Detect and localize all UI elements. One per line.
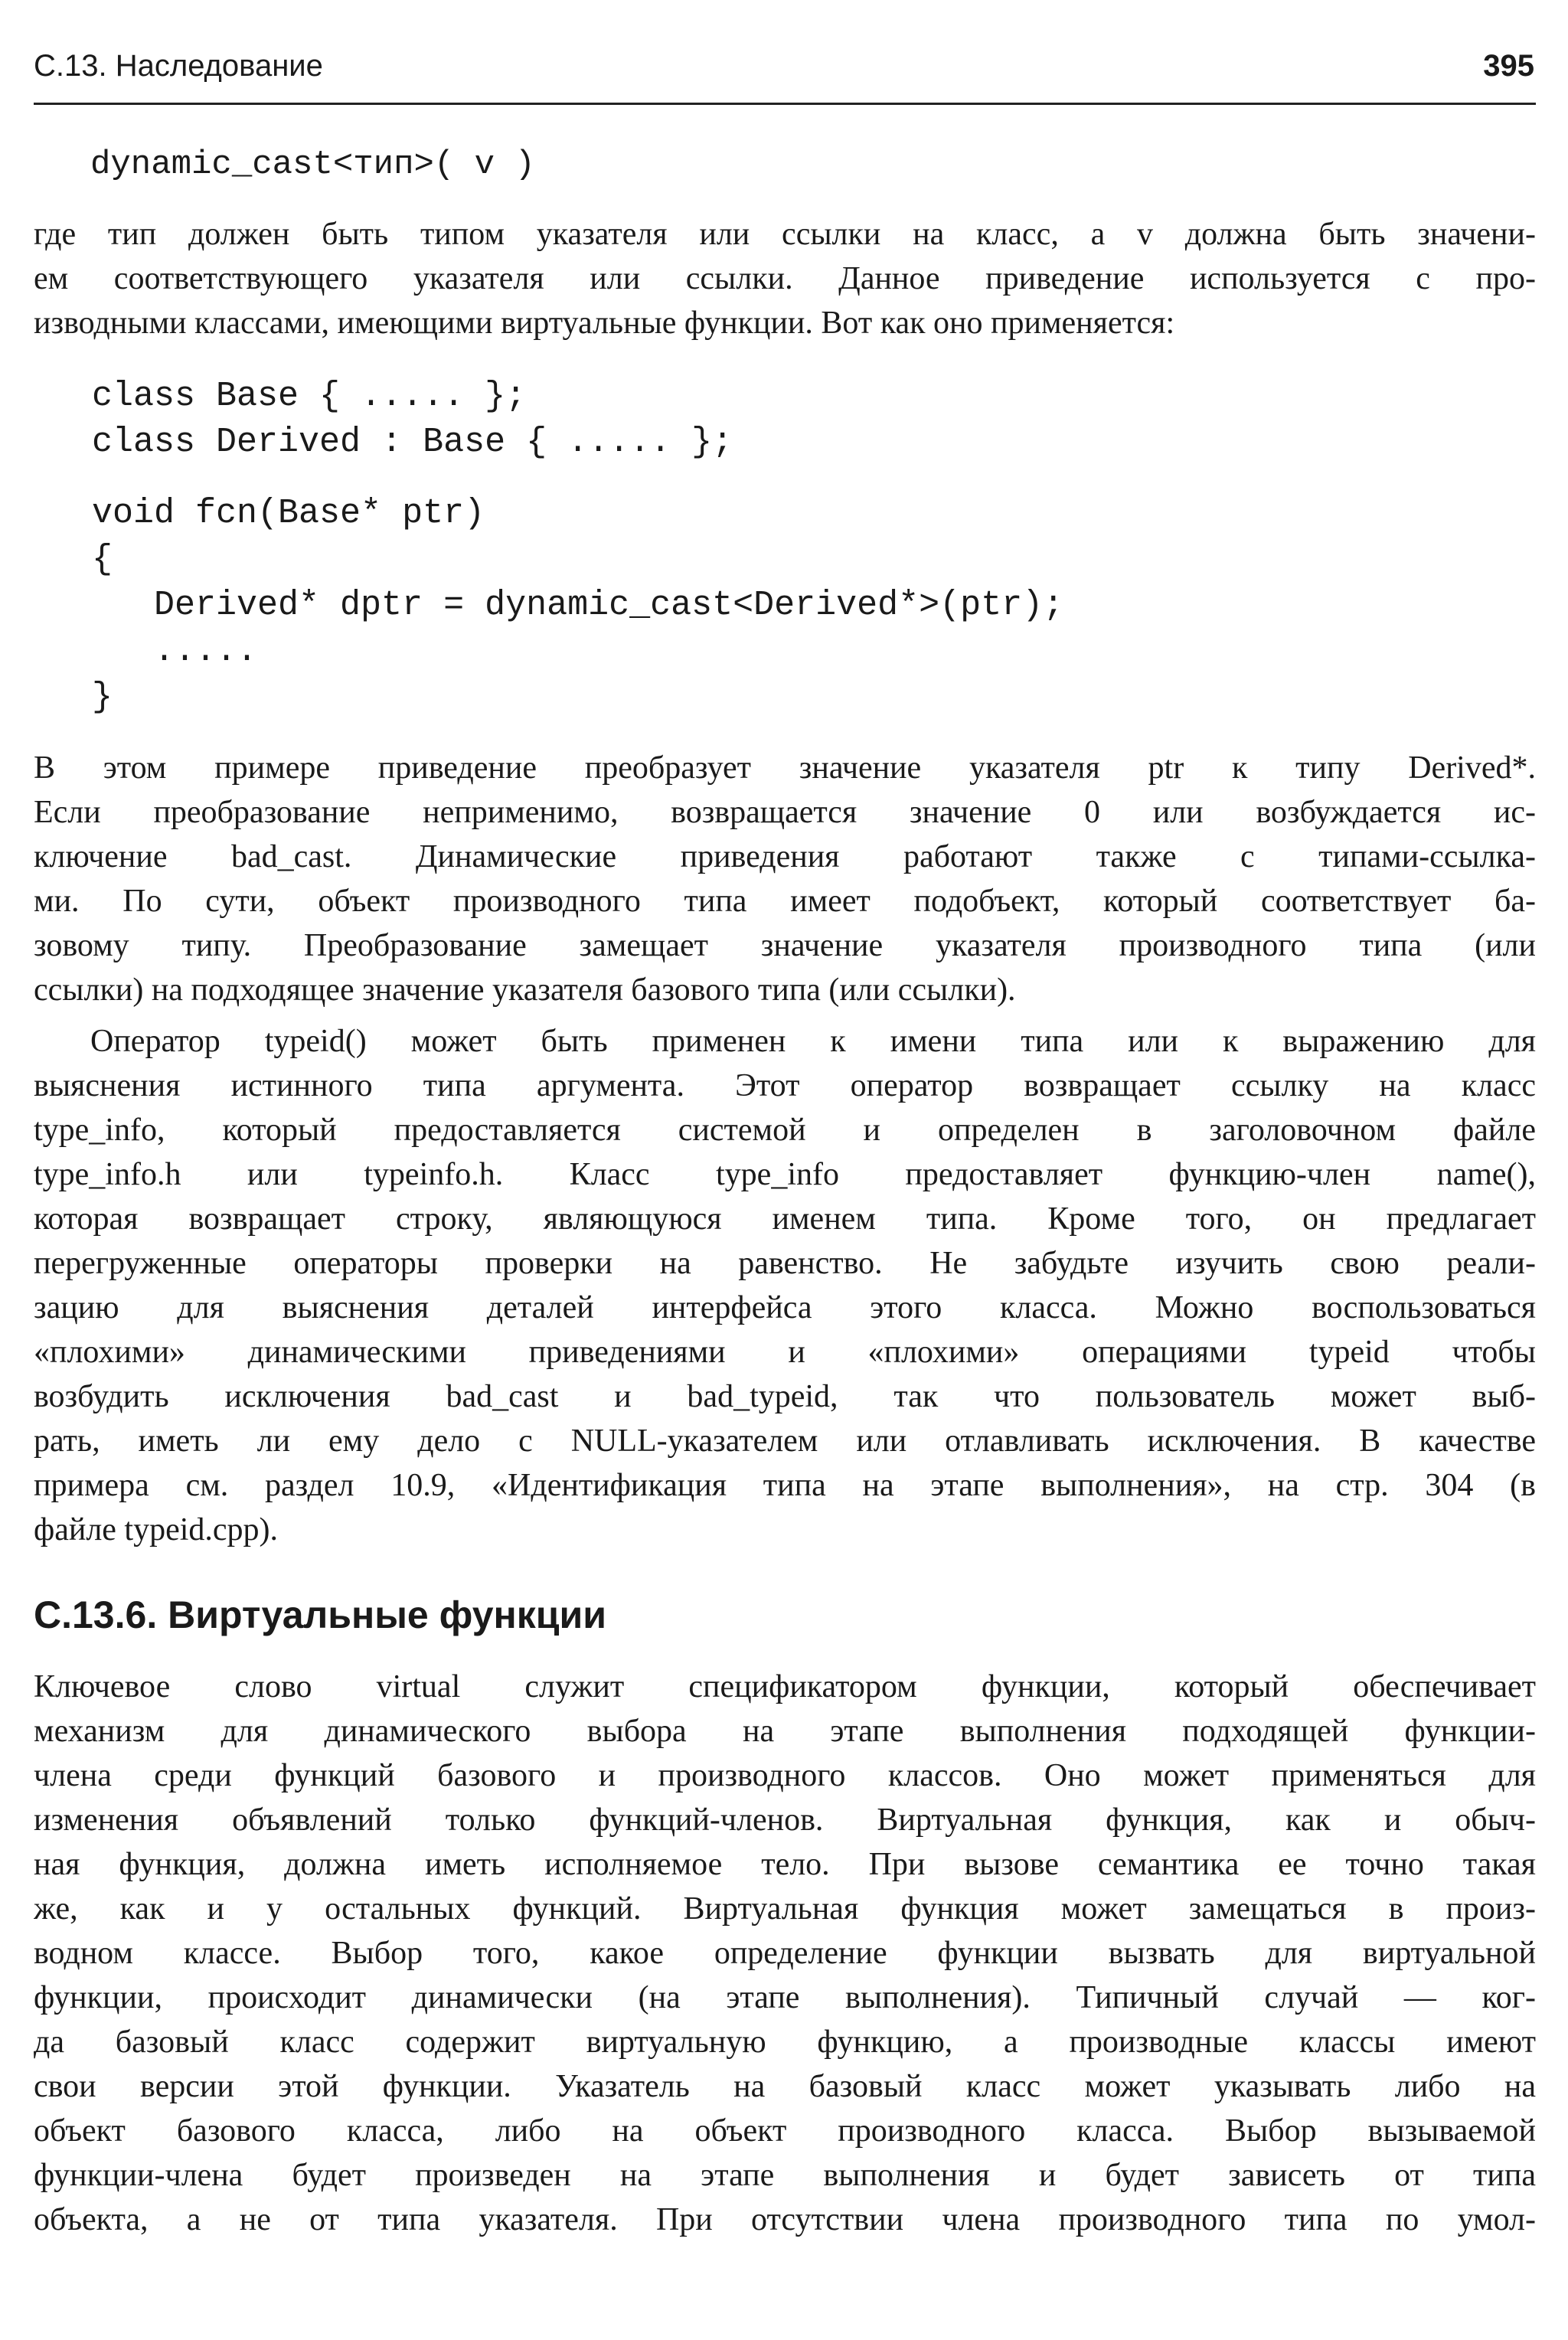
text-line: где тип должен быть типом указателя или ссылки на класс, а v должна быть значени- (34, 217, 1536, 252)
text-line: ная функция, должна иметь исполняемое тело. При вызове семантика ее точно такая (34, 1847, 1536, 1882)
text-line: «плохими» динамическими приведениями и «плохими» операциями typeid чтобы (34, 1335, 1536, 1370)
text-line: которая возвращает строку, являющуюся именем типа. Кроме того, он предлагает (34, 1201, 1536, 1237)
text-line: объект базового класса, либо на объект производного класса. Выбор вызываемой (34, 2113, 1536, 2149)
text-line: файле typeid.cpp). (34, 1512, 279, 1547)
text-line: Ключевое слово virtual служит спецификатором функции, который обеспечивает (34, 1669, 1536, 1704)
text-line: type_info.h или typeinfo.h. Класс type_info предоставляет функцию-член name(), (34, 1157, 1536, 1192)
syntax-line: dynamic_cast<тип>( v ) (90, 145, 535, 184)
text-line: механизм для динамического выбора на этапе выполнения подходящей функции- (34, 1714, 1536, 1749)
text-line: Если преобразование неприменимо, возвращается значение 0 или возбуждается ис- (34, 795, 1536, 830)
code-line: void fcn(Base* ptr) (92, 494, 485, 533)
text-line: члена среди функций базового и производного классов. Оно может применяться для (34, 1758, 1536, 1793)
text-line: Оператор typeid() может быть применен к имени типа или к выражению для (90, 1024, 1536, 1059)
text-line: свои версии этой функции. Указатель на базовый класс может указывать либо на (34, 2069, 1536, 2104)
text-line: возбудить исключения bad_cast и bad_typeid, так что пользователь может выб- (34, 1379, 1536, 1414)
text-line: выяснения истинного типа аргумента. Этот оператор возвращает ссылку на класс (34, 1068, 1536, 1103)
text-line: В этом примере приведение преобразует значение указателя ptr к типу Derived*. (34, 750, 1536, 786)
text-line: объекта, а не от типа указателя. При отсутствии члена производного типа по умол- (34, 2202, 1536, 2237)
text-line: ем соответствующего указателя или ссылки. Данное приведение используется с про- (34, 261, 1536, 296)
code-line: class Derived : Base { ..... }; (92, 423, 733, 462)
text-line: изводными классами, имеющими виртуальные функции. Вот как оно применяется: (34, 306, 1175, 341)
text-line: же, как и у остальных функций. Виртуальная функция может замещаться в произ- (34, 1891, 1536, 1927)
code-line: { (92, 540, 113, 579)
text-line: функции-члена будет произведен на этапе выполнения и будет зависеть от типа (34, 2158, 1536, 2193)
text-line: зацию для выяснения деталей интерфейса этого класса. Можно воспользоваться (34, 1290, 1536, 1325)
text-line: ми. По сути, объект производного типа имеет подобъект, который соответствует ба- (34, 884, 1536, 919)
text-line: да базовый класс содержит виртуальную функцию, а производные классы имеют (34, 2025, 1536, 2060)
text-line: ссылки) на подходящее значение указателя базового типа (или ссылки). (34, 972, 1016, 1008)
text-line: перегруженные операторы проверки на равенство. Не забудьте изучить свою реали- (34, 1246, 1536, 1281)
code-line: class Base { ..... }; (92, 377, 527, 416)
text-line: type_info, который предоставляется системой и определен в заголовочном файле (34, 1113, 1536, 1148)
code-line: } (92, 678, 113, 717)
page-number: 395 (1483, 49, 1534, 83)
section-heading: C.13.6. Виртуальные функции (34, 1593, 606, 1636)
text-line: примера см. раздел 10.9, «Идентификация типа на этапе выполнения», на стр. 304 (в (34, 1468, 1536, 1503)
text-line: зовому типу. Преобразование замещает значение указателя производного типа (или (34, 928, 1536, 963)
text-line: рать, иметь ли ему дело с NULL-указателем или отлавливать исключения. В качестве (34, 1423, 1536, 1459)
text-line: функции, происходит динамически (на этапе выполнения). Типичный случай — ког- (34, 1980, 1536, 2015)
text-line: водном классе. Выбор того, какое определение функции вызвать для виртуальной (34, 1936, 1536, 1971)
code-line: ..... (92, 632, 258, 671)
text-line: ключение bad_cast. Динамические приведения работают также с типами-ссылка- (34, 839, 1536, 874)
text-line: изменения объявлений только функций-членов. Виртуальная функция, как и обыч- (34, 1802, 1536, 1838)
section-title: C.13. Наследование (34, 49, 323, 83)
running-header (34, 47, 1536, 105)
code-line: Derived* dptr = dynamic_cast<Derived*>(ptr); (92, 586, 1064, 625)
